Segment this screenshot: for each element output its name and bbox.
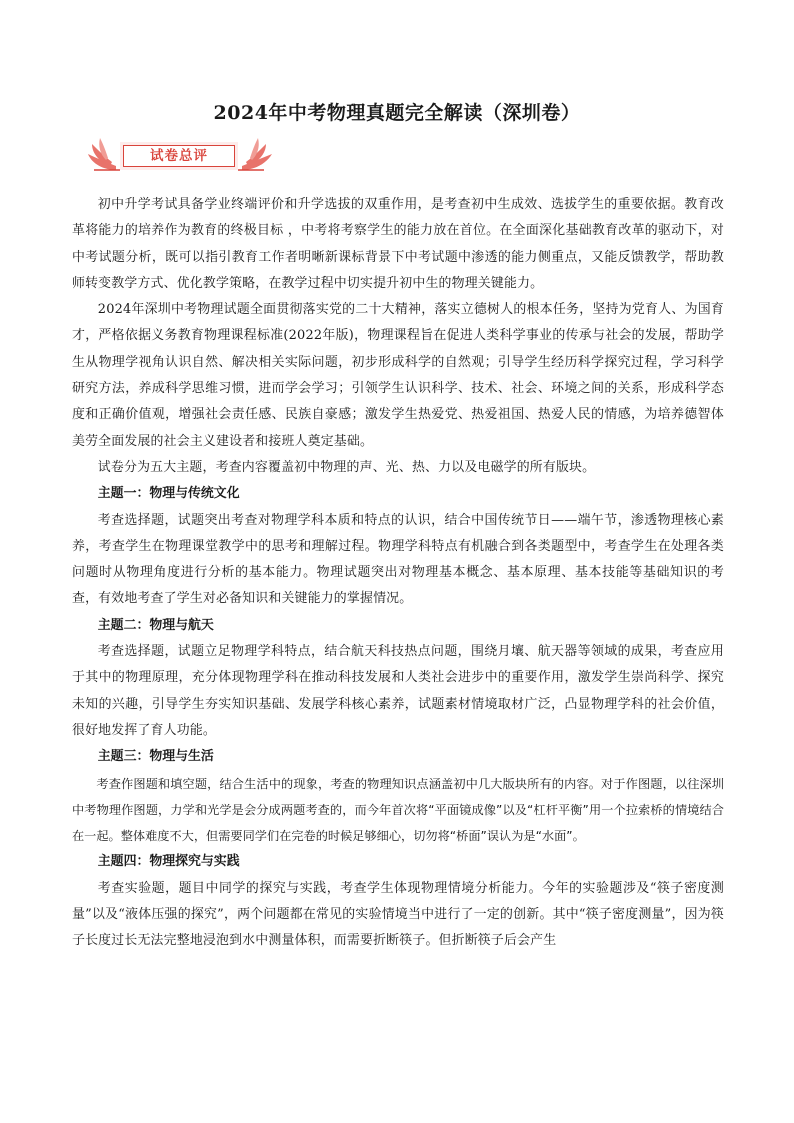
- intro-paragraph-2: 2024年深圳中考物理试题全面贯彻落实党的二十大精神，落实立德树人的根本任务，坚持为党育人、为国育才，严格依据义务教育物理课程标准(2022年版)，物理课程旨在促进人类科学事业的传承与社会的发展，帮助学生从物理学视角认识自然、解决相关实际问题，初步形成科学的自然观；引导学生经历科学探究过程，学习科学研究方法，养成科学思维习惯，进而学会学习；引领学生认识科学、技术、社会、环境之间的关系，形成科学态度和正确价值观，增强社会责任感、民族自豪感；激发学生热爱党、热爱祖国、热爱人民的情感，为培养德智体美劳全面发展的社会主义建设者和接班人奠定基础。: [72, 302, 724, 449]
- theme-heading-1: 主题一：物理与传统文化: [97, 486, 240, 502]
- document-body: [72, 192, 724, 955]
- page-title: 2024年中考物理真题完全解读（深圳卷）: [213, 102, 581, 124]
- theme-heading-4: 主题四：物理探究与实践: [97, 854, 240, 870]
- theme-body-1: 考查选择题，试题突出考查对物理学科本质和特点的认识，结合中国传统节日——端午节，渗透物理核心素养，考查学生在物理课堂教学中的思考和理解过程。物理学科特点有机融合到各类题型中，考查学生在处理各类问题时从物理角度进行分析的基本能力。物理试题突出对物理基本概念、基本原理、基本技能等基础知识的考查，有效地考查了学生对必备知识和关键能力的掌握情况。: [72, 512, 724, 607]
- section-banner: [86, 136, 276, 176]
- intro-paragraph-1: 初中升学考试具备学业终端评价和升学选拔的双重作用，是考查初中生成效、选拔学生的重要依据。教育改革将能力的培养作为教育的终极目标 ，中考将考察学生的能力放在首位。在全面深化基础教育改革的驱动下，对中考试题分析，既可以指引教育工作者明晰新课标背景下中考试题中渗透的能力侧重点，又能反馈教学，帮助教师转变教学方式、优化教学策略，在教学过程中切实提升初中生的物理关键能力。: [72, 197, 724, 291]
- theme-body-4: 考查实验题，题目中同学的探究与实践，考查学生体现物理情境分析能力。今年的实验题涉及“筷子密度测量”以及“液体压强的探究”，两个问题都在常见的实验情境当中进行了一定的创新。其中“筷子密度测量”，因为筷子长度过长无法完整地浸泡到水中测量体积，而需要折断筷子。但折断筷子后会产生: [72, 880, 724, 949]
- theme-body-2: 考查选择题，试题立足物理学科特点，结合航天科技热点问题，围绕月壤、航天器等领域的成果，考查应用于其中的物理原理，充分体现物理学科在推动科技发展和人类社会进步中的重要作用，激发学生崇尚科学、探究未知的兴趣，引导学生夯实知识基础、发展学科核心素养，试题素材情境取材广泛，凸显物理学科的社会价值，很好地发挥了育人功能。: [72, 644, 724, 738]
- section-label: 试卷总评: [123, 145, 235, 167]
- theme-heading-2: 主题二：物理与航天: [97, 617, 214, 633]
- theme-heading-3: 主题三：物理与生活: [97, 749, 214, 765]
- intro-paragraph-3: 试卷分为五大主题，考查内容覆盖初中物理的声、光、热、力以及电磁学的所有版块。: [97, 459, 596, 475]
- theme-body-3: 考查作图题和填空题，结合生活中的现象，考查的物理知识点涵盖初中几大版块所有的内容。对于作图题，以往深圳中考物理作图题，力学和光学是会分成两题考查的，而今年首次将“平面镜成像”以及“杠杆平衡”用一个拉索桥的情境结合在一起。整体难度不大，但需要同学们在完卷的时候足够细心，切勿将“桥面”误认为是“水面”。: [72, 776, 724, 844]
